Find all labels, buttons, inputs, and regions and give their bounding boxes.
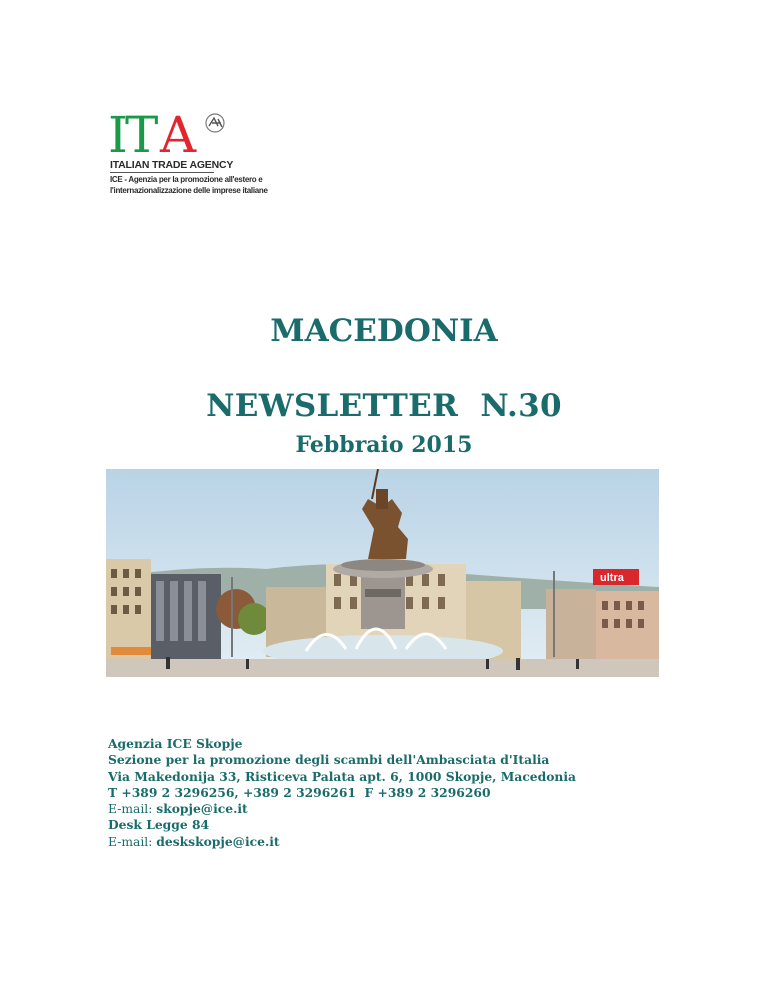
desk-name: Desk Legge 84 [108,817,210,833]
logo-agency-name: ITALIAN TRADE AGENCY [110,159,234,171]
ita-logo [108,108,308,203]
email-label: E-mail: [108,802,157,817]
logo-emblem-icon [206,114,224,132]
desk-email-line [108,834,748,850]
email-line [108,801,748,817]
desk-email-link[interactable]: deskskopje@ice.it [156,833,280,849]
logo-letter-t: T [125,108,159,158]
logo-subtitle-line2: l'internazionalizzazione delle imprese italiane [110,186,268,195]
logo-letter-i: I [108,108,128,158]
billboard-text: ultra [600,572,624,584]
skopje-photo-illustration [106,469,659,677]
logo-letter-a: A [160,108,197,158]
desk-email-label: E-mail: [108,834,157,849]
newsletter-number: NEWSLETTER N.30 [206,388,562,424]
phone-numbers: T +389 2 3296256, +389 2 3296261 F +389 2 3296260 [108,784,491,800]
logo-subtitle [110,174,280,196]
logo-divider [110,172,214,173]
office-address: Via Makedonija 33, Risticeva Palata apt. 6, 1000 Skopje, Macedonia [108,768,577,784]
office-name: Agenzia ICE Skopje [108,736,243,751]
email-link[interactable]: skopje@ice.it [156,801,248,817]
country-title: MACEDONIA [270,313,498,349]
issue-date: Febbraio 2015 [295,432,473,458]
ita-logo-mark [108,108,308,158]
logo-subtitle-line1: ICE - Agenzia per la promozione all'estero e [110,175,263,184]
skopje-square-photo [106,469,659,677]
contact-block [108,736,748,850]
embassy-section: Sezione per la promozione degli scambi dell'Ambasciata d'Italia [108,752,550,768]
